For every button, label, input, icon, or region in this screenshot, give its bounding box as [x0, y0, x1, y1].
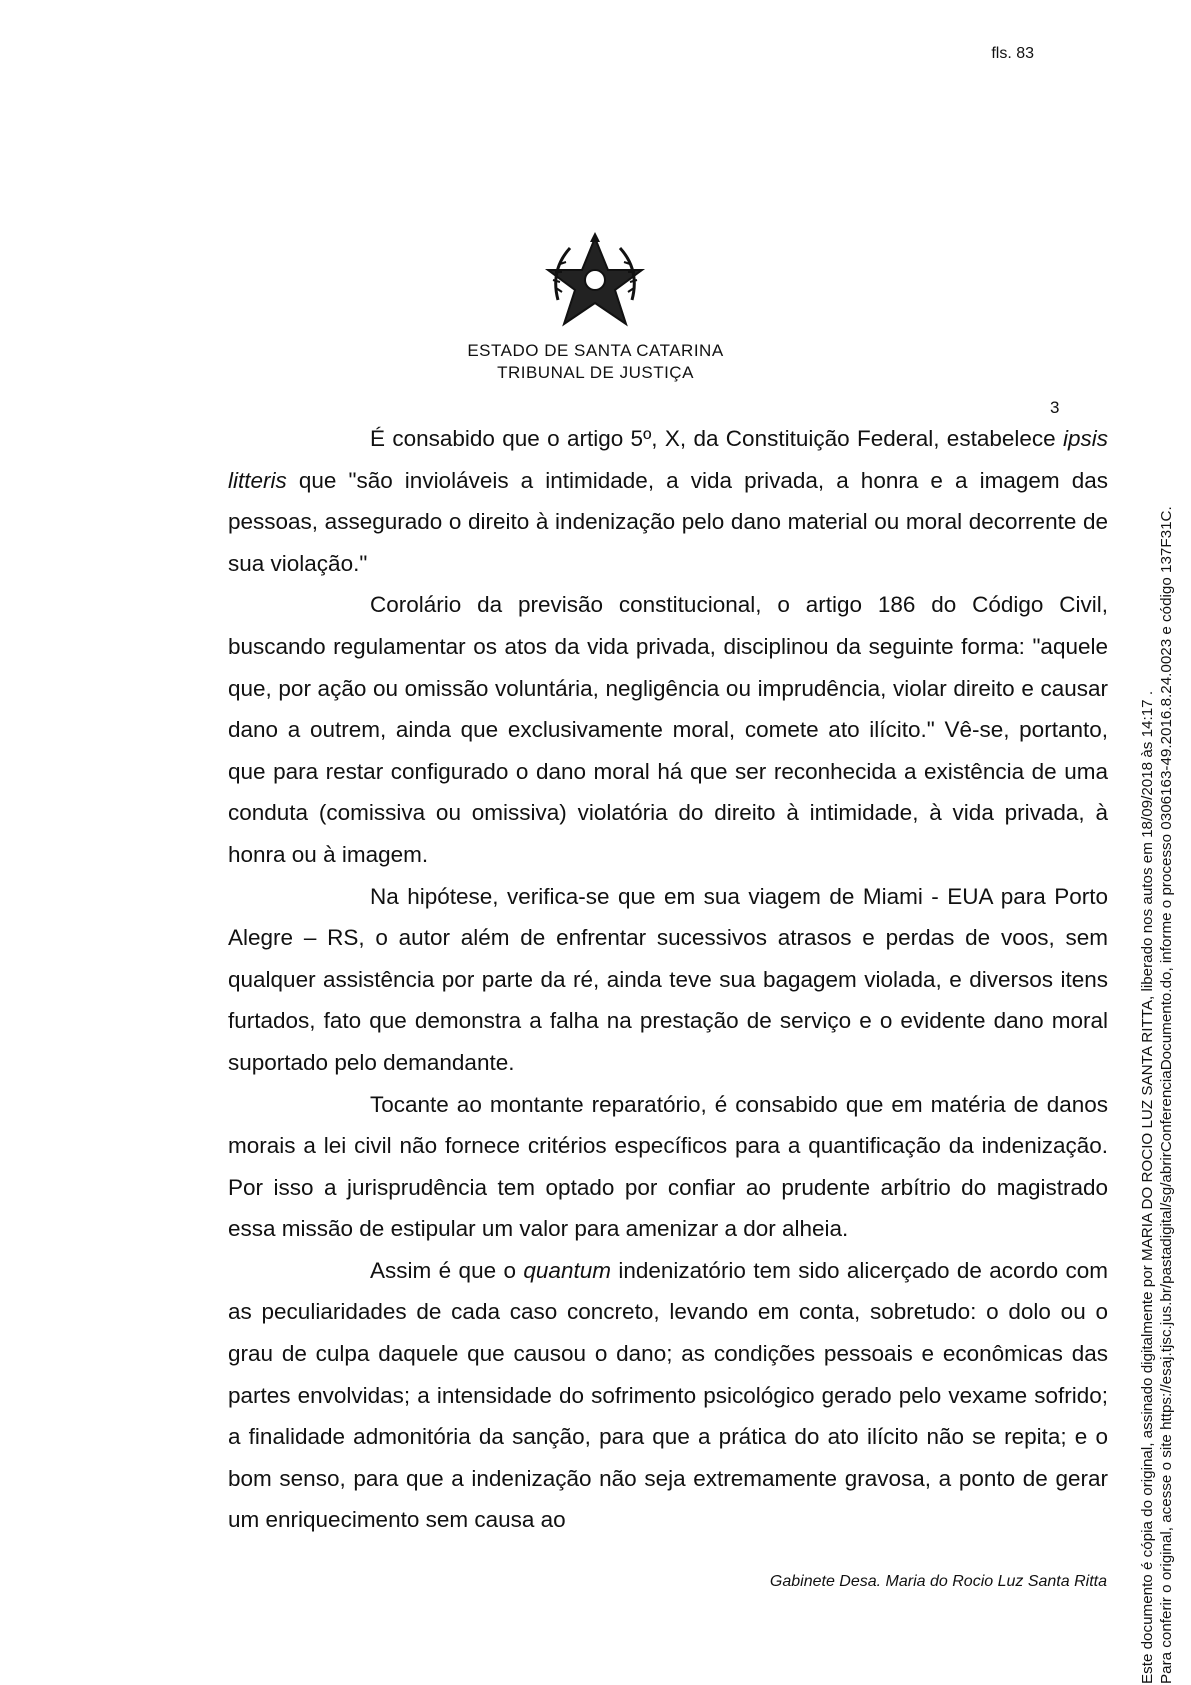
side-authentication-note: [1138, 284, 1176, 1684]
paragraph-1: É consabido que o artigo 5º, X, da Constituição Federal, estabelece ipsis litteris que "são invioláveis a intimidade, a vida privada, a honra e a imagem das pessoas, assegurado o direito à indenização pelo dano material ou moral decorrente de sua violação.": [228, 426, 1108, 576]
paragraph-5: Assim é que o quantum indenizatório tem sido alicerçado de acordo com as peculiaridades de cada caso concreto, levando em conta, sobretudo: o dolo ou o grau de culpa daquele que causou o dano; as condições pessoais e econômicas das partes envolvidas; a intensidade do sofrimento psicológico gerado pelo vexame sofrido; a finalidade admonitória da sanção, para que a prática do ato ilícito não se repita; e o bom senso, para que a indenização não seja extremamente gravosa, a ponto de gerar um enriquecimento sem causa ao: [228, 1257, 1108, 1533]
state-seal-icon: [540, 230, 650, 330]
paragraph-2: Corolário da previsão constitucional, o artigo 186 do Código Civil, buscando regulamentar os atos da vida privada, disciplinou da seguinte forma: "aquele que, por ação ou omissão voluntária, negligência ou imprudência, violar direito e causar dano a outrem, ainda que exclusivamente moral, comete ato ilícito." Vê-se, portanto, que para restar configurado o dano moral há que ser reconhecida a existência de uma conduta (comissiva ou omissiva) violatória do direito à intimidade, à vida privada, à honra ou à imagem.: [228, 592, 1108, 867]
paragraph-4: Tocante ao montante reparatório, é consabido que em matéria de danos morais a lei civil não fornece critérios específicos para a quantificação da indenização. Por isso a jurisprudência tem optado por confiar ao prudente arbítrio do magistrado essa missão de estipular um valor para amenizar a dor alheia.: [228, 1091, 1108, 1242]
paragraph-3: Na hipótese, verifica-se que em sua viagem de Miami - EUA para Porto Alegre – RS, o autor além de enfrentar sucessivos atrasos e perdas de voos, sem qualquer assistência por parte da ré, ainda teve sua bagagem violada, e diversos itens furtados, fato que demonstra a falha na prestação de serviço e o evidente dano moral suportado pelo demandante.: [228, 883, 1108, 1075]
court-heading: [0, 340, 1191, 384]
court-heading-tribunal: TRIBUNAL DE JUSTIÇA: [497, 363, 694, 382]
court-heading-state: ESTADO DE SANTA CATARINA: [467, 341, 724, 360]
page-reference: fls. 83: [991, 45, 1034, 62]
document-body: [228, 418, 1108, 1541]
footer-gabinete: Gabinete Desa. Maria do Rocio Luz Santa Ritta: [769, 1573, 1107, 1590]
side-note-line-2: Para conferir o original, acesse o site https://esaj.tjsc.jus.br/pastadigital/sg/abrirConferenciaDocumento.do, informe o processo 0306163-49.2016.8.24.0023 e código 137F31C.: [1158, 506, 1175, 1684]
page-number: 3: [1050, 398, 1060, 417]
side-note-line-1: Este documento é cópia do original, assinado digitalmente por MARIA DO ROCIO LUZ SANTA RITTA, liberado nos autos em 18/09/2018 às 14:17 .: [1139, 690, 1156, 1684]
